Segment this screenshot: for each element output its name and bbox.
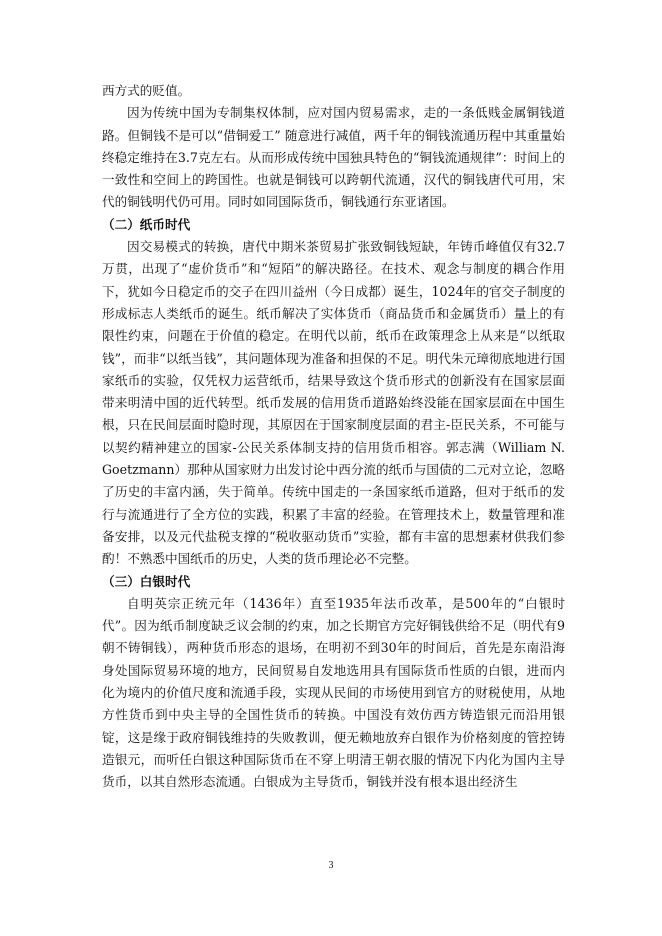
page-number: 3 xyxy=(328,860,334,871)
section-heading-paper-money: （二）纸币时代 xyxy=(102,216,191,232)
paragraph-copper-coins: 因为传统中国为专制集权体制，应对国内贸易需求，走的一条低贱金属铜钱道路。但铜钱不是可以“借铜爱工” 随意进行减值，两千年的铜钱流通历程中其重量始终稳定维持在3.7克左右。从而形成传统中国独具特色的“铜钱流通规律”：时间上的一致性和空间上的跨国性。也就是铜钱可以跨朝代流通，汉代的铜钱唐代可用，宋代的铜钱明代仍可用。同时如同国际货币，铜钱通行东亚诸国。 xyxy=(102,105,565,210)
paragraph-paper-money: 因交易模式的转换，唐代中期米茶贸易扩张致铜钱短缺，年铸币峰值仅有32.7万贯，出现了“虚价货币”和“短陌”的解决路径。在技术、观念与制度的耦合作用下，犹如今日稳定币的交子在四川益州（今日成都）诞生，1024年的官交子制度的形成标志人类纸币的诞生。纸币解决了实体货币（商品货币和金属货币）量上的有限性约束，问题在于价值的稳定。在明代以前，纸币在政策理念上从来是“以纸取钱”，而非“以纸当钱”，其问题体现为准备和担保的不足。明代朱元璋彻底地进行国家纸币的实验，仅凭权力运营纸币，结果导致这个货币形式的创新没有在国家层面带来明清中国的近代转型。纸币发展的信用货币道路始终没能在国家层面在中国生根，只在民间层面时隐时现，其原因在于国家制度层面的君主-臣民关系，不可能与以契约精神建立的国家-公民关系体制支持的信用货币相容。郭志满（William N. Goetzmann）那种从国家财力出发讨论中西分流的纸币与国债的二元对立论，忽略了历史的丰富内涵，失于简单。传统中国走的一条国家纸币道路，但对于纸币的发行与流通进行了全方位的实践，积累了丰富的经验。在管理技术上，数量管理和准备安排，以及元代盐税支撑的“税收驱动货币”实验，都有丰富的思想素材供我们参酌！不熟悉中国纸币的历史，人类的货币理论必不完整。 xyxy=(102,239,565,567)
section-heading-silver: （三）白银时代 xyxy=(102,573,191,589)
paragraph-continuation: 西方式的贬值。 xyxy=(102,83,191,98)
document-body xyxy=(102,80,565,794)
paragraph-silver: 自明英宗正统元年（1436年）直至1935年法币改革，是500年的“白银时代”。因为纸币制度缺乏议会制的约束，加之长期官方完好铜钱供给不足（明代有9朝不铸铜钱），两种货币形态的退场，在明初不到30年的时间后，首先是东南沿海身处国际贸易环境的地方，民间贸易自发地选用具有国际货币性质的白银，进而内化为境内的价值尺度和流通手段，实现从民间的市场使用到官方的财税使用，从地方性货币到中央主导的全国性货币的转换。中国没有效仿西方铸造银元而沿用银锭，这是缘于政府铜钱维持的失败教训，便无赖地放弃白银作为价格刻度的管控铸造银元，而听任白银这种国际货币在不穿上明清王朝衣服的情况下内化为国内主导货币，以其自然形态流通。白银成为主导货币，铜钱并没有根本退出经济生 xyxy=(102,595,565,790)
